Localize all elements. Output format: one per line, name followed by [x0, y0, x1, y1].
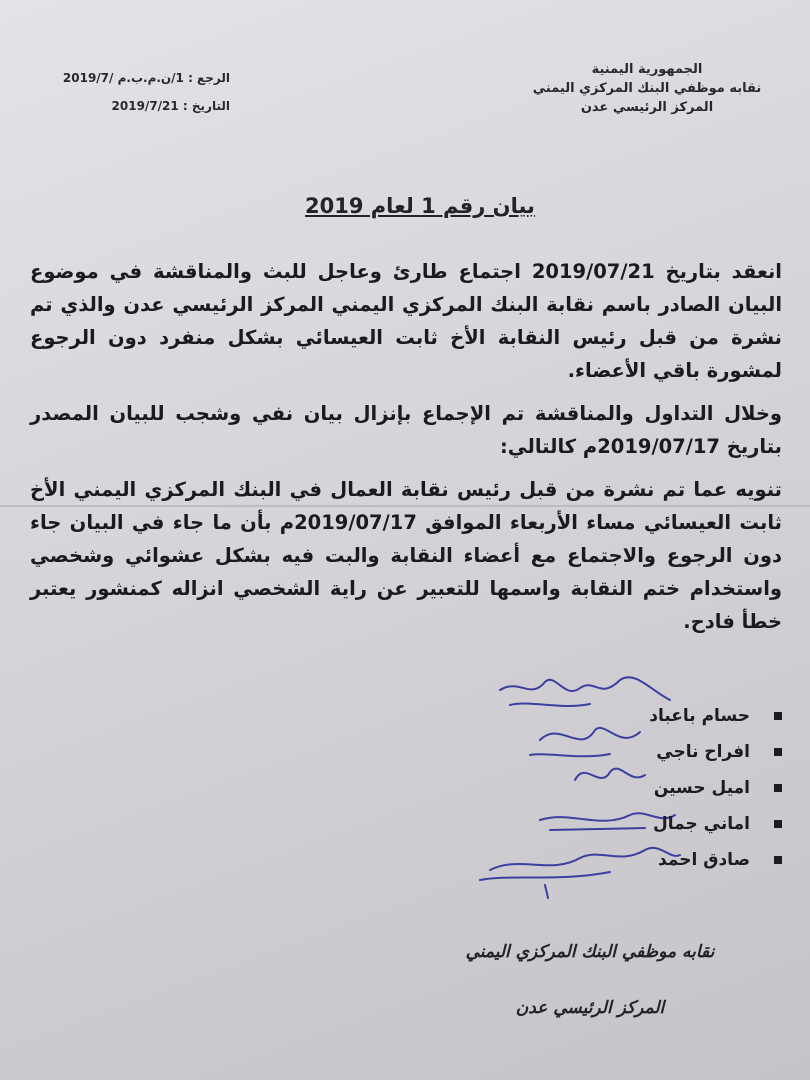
signatory-name: اماني جمال — [652, 814, 750, 834]
signatory-name: صادق احمد — [658, 850, 750, 870]
footer-union-name: نقابه موظفي البنك المركزي اليمني — [465, 942, 715, 962]
org-line-country: الجمهورية اليمنية — [591, 62, 703, 77]
reference-block — [50, 64, 230, 120]
paragraph-meeting: انعقد بتاريخ 2019/07/21 اجتماع طارئ وعاجل للبث والمناقشة في موضوع البيان الصادر باسم نقابة البنك المركزي اليمني المركز الرئيسي عدن والذي تم نشرة من قبل رئيس النقابة الأخ ثابت العيسائي بشكل منفرد دون الرجوع لمشورة باقي الأعضاء. — [30, 260, 782, 382]
signatory-list — [552, 698, 782, 878]
signature-5c — [545, 885, 548, 898]
signature-1 — [500, 677, 670, 700]
paragraph-consensus: وخلال التداول والمناقشة تم الإجماع بإنزال بيان نفي وشجب للبيان المصدر بتاريخ 2019/07/17م كالتالي: — [30, 402, 782, 458]
list-item — [552, 842, 782, 878]
bullet-icon — [774, 820, 782, 828]
footer-signature-block — [430, 924, 750, 1036]
list-item — [552, 734, 782, 770]
signatory-name: اميل حسين — [653, 778, 750, 798]
statement-title: بيان رقم 1 لعام 2019 — [305, 194, 535, 218]
list-item — [552, 698, 782, 734]
bullet-icon — [774, 748, 782, 756]
bullet-icon — [774, 856, 782, 864]
list-item — [552, 770, 782, 806]
bullet-icon — [774, 712, 782, 720]
list-item — [552, 806, 782, 842]
footer-branch-name: المركز الرئيسي عدن — [515, 998, 665, 1018]
organization-header — [532, 60, 762, 117]
signatory-name: افراح ناجي — [656, 742, 750, 762]
org-line-union: نقابه موظفي البنك المركزي اليمني — [532, 81, 762, 96]
org-line-branch: المركز الرئيسي عدن — [580, 100, 714, 115]
document-date: التاريخ : 2019/7/21 — [111, 99, 230, 113]
signatory-name: حسام باعباد — [649, 706, 750, 726]
statement-body — [30, 255, 782, 648]
reference-number: الرجع : 1/ن.م.ب.م /2019/7 — [62, 71, 230, 85]
bullet-icon — [774, 784, 782, 792]
paragraph-notice: تنويه عما تم نشرة من قبل رئيس نقابة العمال في البنك المركزي اليمني الأخ ثابت العيسائي مساء الأربعاء الموافق 2019/07/17م بأن ما جاء في البيان جاء دون الرجوع والاجتماع مع أعضاء النقابة والبت فيه بشكل عشوائي وشخصي واستخدام ختم النقابة واسمها للتعبير عن راية الشخصي انزاله كمنشور يعتبر خطأ فادح. — [30, 478, 782, 633]
